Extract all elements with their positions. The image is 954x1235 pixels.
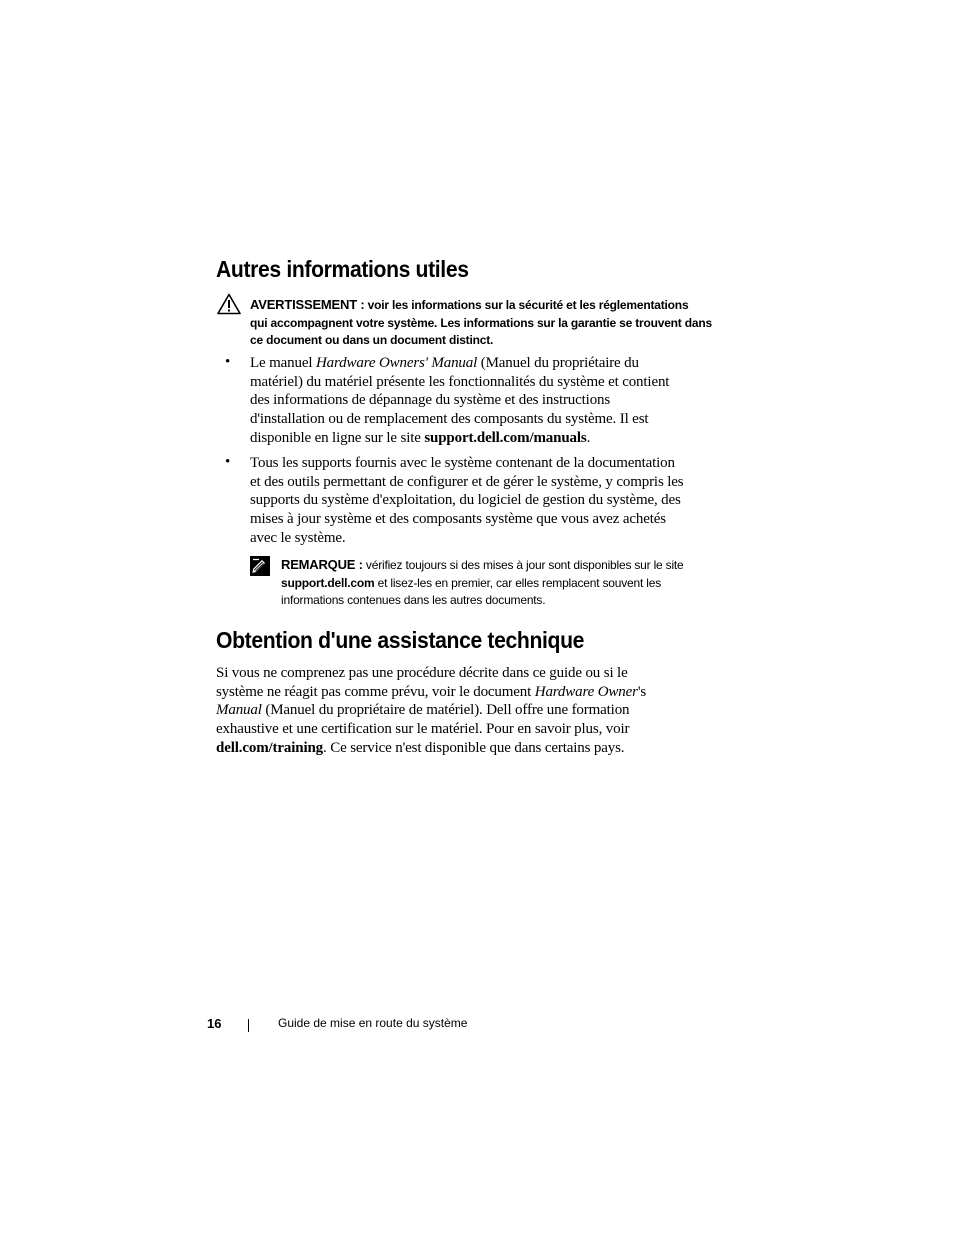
paragraph (216, 664, 646, 758)
training-link: dell.com/training (216, 739, 324, 756)
text: . Ce service n'est disponible que dans certains pays. (323, 739, 625, 756)
text: disponible en ligne sur le site (250, 429, 425, 446)
manual-title: Hardware Owners' Manual (315, 355, 478, 371)
text: . (586, 429, 591, 446)
section-heading-assistance-technique: Obtention d'une assistance technique (216, 627, 585, 653)
support-manuals-link: support.dell.com/manuals (424, 429, 587, 446)
note-notice (281, 556, 684, 610)
bullet-icon: • (225, 354, 231, 370)
warning-notice (250, 296, 712, 350)
warning-text: voir les informations sur la sécurité et les réglementations (364, 298, 689, 312)
note-text: vérifiez toujours si des mises à jour sont disponibles sur le site (362, 558, 684, 572)
warning-line-1 (250, 296, 712, 315)
list-item (250, 454, 683, 548)
footer-title: Guide de mise en route du système (278, 1016, 468, 1030)
note-line-3: informations contenues dans les autres documents. (281, 593, 546, 607)
warning-line-3: ce document ou dans un document distinct. (250, 333, 494, 347)
text: (Manuel du propriétaire de matériel). Dell offre une formation (261, 702, 630, 719)
list-item-line: supports du système d'exploitation, du logiciel de gestion du système, des (250, 492, 681, 509)
text: système ne réagit pas comme prévu, voir le document (216, 683, 535, 700)
paragraph-line (216, 683, 646, 702)
note-line-2 (281, 575, 684, 593)
paragraph-line: exhaustive et une certification sur le matériel. Pour en savoir plus, voir (216, 721, 630, 738)
list-item-line: des informations de dépannage du système et des instructions (250, 392, 611, 409)
manual-title: Hardware Owner (534, 683, 638, 700)
warning-triangle-icon (217, 293, 241, 315)
list-item-line: matériel) du matériel présente les fonctionnalités du système et contient (250, 373, 670, 390)
list-item (250, 354, 669, 448)
list-item-line: Tous les supports fournis avec le système contenant de la documentation (250, 455, 675, 471)
text: Le manuel (250, 355, 316, 371)
paragraph-line (216, 739, 646, 758)
note-pencil-icon (250, 556, 270, 576)
page-number: 16 (207, 1016, 222, 1031)
list-item-line (250, 354, 669, 373)
warning-label: AVERTISSEMENT : (250, 297, 365, 312)
paragraph-line: Si vous ne comprenez pas une procédure décrite dans ce guide ou si le (216, 665, 628, 681)
list-item-line: et des outils permettant de configurer et de gérer le système, y compris les (250, 473, 684, 490)
paragraph-line (216, 701, 646, 720)
note-line-1 (281, 556, 684, 575)
manual-title: Manual (216, 702, 262, 719)
section-heading-autres-informations: Autres informations utiles (216, 256, 469, 282)
footer-divider (248, 1019, 249, 1032)
warning-line-2: qui accompagnent votre système. Les informations sur la garantie se trouvent dans (250, 315, 712, 330)
list-item-line: mises à jour système et des composants système que vous avez achetés (250, 511, 666, 528)
text: 's (637, 683, 647, 700)
note-label: REMARQUE : (281, 557, 363, 572)
text: (Manuel du propriétaire du (477, 355, 639, 371)
support-site-link: support.dell.com (281, 575, 375, 590)
list-item-line: d'installation ou de remplacement des composants du système. Il est (250, 411, 649, 428)
bullet-icon: • (225, 454, 231, 470)
list-item-line: avec le système. (250, 529, 346, 546)
note-text: et lisez-les en premier, car elles remplacent souvent les (374, 575, 662, 590)
list-item-line (250, 429, 669, 448)
